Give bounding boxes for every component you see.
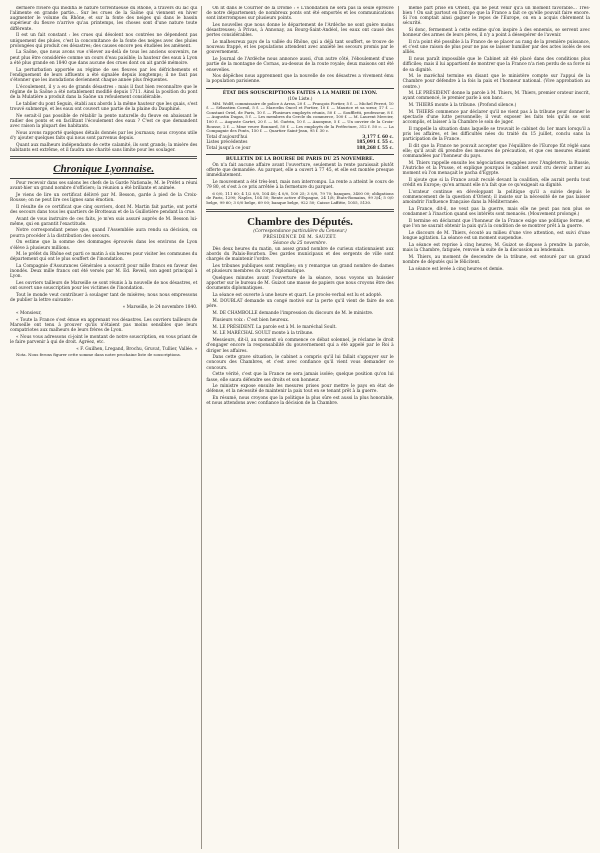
- letter-paragraph: « Nous vous adressons ci-joint le montant de notre souscription, en vous priant de le faire parvenir à qui de droit. Agréez, etc.: [10, 334, 198, 345]
- previous-lists-label: Listes précédentes: [206, 140, 248, 146]
- chronique-heading: Chronique Lyonnaise.: [53, 162, 155, 175]
- column-left: [6, 6, 201, 849]
- chambre-paragraph: M. DOUBLAT demande un congé motivé sur la perte qu'il vient de faire de son père.: [206, 299, 394, 310]
- article-paragraph: même part prise en Orient, qui ne peut venir qu'à un moment favorable... Très-bien ! On sait partout en Europe que la France a fait ce qu'elle pouvait faire encore. Si l'on comptait ainsi gagner le repos de l'Europe, on en a acquis chèrement la sécurité.: [402, 6, 590, 27]
- chronique-paragraph: Les ouvriers tailleurs de Marseille se sont réunis à la nouvelle de nos désastres, et ont ouvert une souscription pour les victimes de l'inondation.: [10, 281, 198, 292]
- grand-total-row: [206, 146, 393, 151]
- chronique-paragraph: Notre correspondant pense que, quand l'Assemblée aura rendu sa décision, on pourra procéder à la distribution des secours.: [10, 228, 198, 239]
- chambre-paragraph: Cette vérité, c'est que la France ne sera jamais isolée; quelque position qu'on lui fasse, elle saura défendre ses droits et son honneur.: [206, 372, 394, 383]
- section-divider: [206, 209, 393, 212]
- thiers-paragraph: Il termine en déclarant que l'honneur de la France exige une politique ferme, et que l'on ne saurait obtenir la paix qu'à la condition de se montrer prêt à la guerre.: [402, 219, 590, 230]
- thiers-paragraph: La séance est levée à cinq heures et demie.: [408, 266, 504, 272]
- thiers-paragraph: M. THIERS monte à la tribune. (Profond silence.): [408, 103, 517, 109]
- column-middle: [201, 6, 397, 849]
- chambre-paragraph: M. LE MARÉCHAL SOULT monte à la tribune.: [212, 331, 314, 337]
- section-rule: [206, 88, 393, 89]
- thiers-paragraph: M. THIERS commence par déclarer qu'il ne vient pas à la tribune pour donner le spectacle d'une lutte personnelle; il veut exposer les faits tels qu'ils se sont accomplis, et laisser à la Chambre le soin de juger.: [402, 109, 590, 126]
- chambre-paragraph: M. LE PRÉSIDENT. La parole est à M. le maréchal Soult.: [212, 324, 337, 330]
- heading-rule: [10, 178, 197, 179]
- total-today-value: 3,177 f. 60 c.: [362, 135, 394, 141]
- chambre-paragraph: La séance est ouverte à une heure et quart. Le procès-verbal est lu et adopté.: [212, 292, 383, 298]
- section-rule: [206, 154, 393, 155]
- chambre-paragraph: En résumé, nous croyons que la politique la plus sûre est aussi la plus honorable, et nous attendons avec confiance la décision de la Chambre.: [206, 396, 394, 407]
- subscriptions-list: MM. Wolff, commissaire de police à Arras, 20 f. — François Fortier, 5 f. — Michel Perrot, 10 f. — Sébastien Cornil, 5 f. — Marcelin Oncel et Fortier, 10 f. — Maurice et sa sœur, 17 f. — Constant Oriel, de Paris, 10 f. — Plusieurs employés réunis, 50 f. — Souffletti, professeur, 8 f. — Augustin Dugas, 5 f. — Les membres du Cercle du commerce, 100 f. — M. Laurent Mercier, 100 f. — Auguste Cartet, 20 f. — M. Guérin, 10 f. — Anonyme, 5 f. — Un ouvrier de la Croix-Rousse, 2 f. — Mme veuve Bonnard, 50 f. — Les employés de la Préfecture, 312 f. 50 c. — La Compagnie des Ponts, 150 f. — Quartier Saint-Jean, 95 f. 30 c.: [206, 100, 394, 134]
- section-divider: [10, 156, 197, 159]
- thiers-paragraph: Il ajoute que si la France avait reculé devant la coalition, elle aurait perdu tout crédit en Europe; qu'en armant elle n'a fait que ce qu'exigeait sa dignité.: [402, 178, 590, 189]
- chronique-paragraph: Tout le monde veut contribuer à soulager tant de misères; nous nous empressons de publier la lettre suivante :: [10, 293, 198, 304]
- letter-salutation: « Monsieur,: [16, 311, 42, 317]
- column-right: [398, 6, 594, 849]
- letter-dateline: « Marseille, le 24 novembre 1840.: [122, 305, 198, 311]
- chronique-paragraph: La Compagnie d'Assurances Générales a souscrit pour mille francs en faveur des inondés. Deux mille francs ont été versés par M. Ed. Reveil, son agent principal à Lyon.: [10, 264, 198, 280]
- bourse-quotes: 6 0/0, 111 60; 4 1/2 0/0, 104 40; 4 0/0, 100 25; 3 0/0, 79 70; banques, 3400 00; obligations de Paris, 1290; Naples, 104 50; Rente active d'Espagne, 24 1/8; États-Romains, 99 3/4; 5 0/0 belge, 99 60; 3 0/0 belge, 69 00; banque belge, 922 50; Caisse Laffitte, 1055, 5130.: [206, 190, 394, 205]
- article-paragraph: La Saône, que nous avons vue s'élever au-delà de tous les anciens souvenirs, ne peut plus être considérée comme un cours d'eau paisible; la hauteur des eaux à Lyon a été plus grande en 1840 que dans aucune des crues dont on ait gardé mémoire.: [10, 50, 198, 66]
- grand-total-value: 188,268 f. 55 c.: [356, 145, 394, 151]
- chambre-paragraph: Les tribunes publiques sont remplies; on y remarque un grand nombre de dames et plusieurs membres du corps diplomatique.: [206, 263, 394, 274]
- article-paragraph: M. le maréchal termine en disant que le ministère compte sur l'appui de la Chambre pour défendre à la fois la paix et l'honneur national. (Vive approbation au centre.): [402, 74, 590, 90]
- thiers-paragraph: La séance est reprise à cinq heures; M. Guizot se dispose à prendre la parole, mais la Chambre, fatiguée, renvoie la suite de la discussion au lendemain.: [402, 242, 590, 254]
- article-paragraph: On lit dans le Courrier de la Drôme : « L'inondation ne sera pas la seule épreuve de notre département; de nombreux ponts ont été emportés et les communications sont interrompues sur plusieurs points.: [206, 6, 394, 22]
- thiers-paragraph: Il dit que la France ne pouvait accepter que l'équilibre de l'Europe fût réglé sans elle; qu'il avait dû prendre des mesures de précaution, et que ces mesures étaient commandées par l'honneur du pays.: [402, 144, 590, 160]
- article-paragraph: La perturbation apportée au régime de ses fleuves par les défrichements et l'endiguement de leurs affluents a été signalée depuis longtemps; il ne faut pas s'étonner que les inondations deviennent chaque année plus fréquentes.: [10, 67, 198, 83]
- thiers-paragraph: M. Thiers, au moment de descendre de la tribune, est entouré par un grand nombre de députés qui le félicitent.: [402, 254, 590, 265]
- article-paragraph: Nous avons rapporté quelques détails donnés par les journaux; nous croyons utile d'y ajouter quelques faits qui nous sont parvenus depuis.: [10, 130, 198, 141]
- article-paragraph: dernière rivière qui modifia le nature torrentueuse du Rhône, à travers du lac qui l'alimente en grande partie... Sur les crues de la Saône qui viennent en hiver augmenter le volume du Rhône, et sur la fonte des neiges qui dans le bassin supérieur du fleuve n'arrive qu'au printemps, les choses sont d'une nature toute différente.: [10, 6, 198, 32]
- presidence-line: PRÉSIDENCE DE M. SAUZET.: [263, 234, 337, 240]
- chronique-paragraph: Il résulte de ce certificat que cinq ouvriers, dont M. Martin fait partie, ont porté des secours dans tous les quartiers de Brotteaux et de la Guillotière pendant la crue.: [10, 204, 198, 215]
- article-paragraph: Nos dépêches nous apprennent que la nouvelle de ces désastres a vivement ému la population parisienne.: [206, 74, 394, 85]
- thiers-paragraph: M. Thiers rappelle ensuite les négociations engagées avec l'Angleterre, la Russie, l'Autriche et la Prusse, et explique pourquoi le cabinet avait cru devoir armer au moment où l'on menaçait le pacha d'Égypte.: [402, 161, 590, 177]
- bourse-heading: BULLETIN DE LA BOURSE DE PARIS DU 25 NOVEMBRE.: [225, 156, 375, 162]
- total-today-label: Total d'aujourd'hui: [206, 135, 248, 141]
- thiers-paragraph: L'orateur continue en développant la politique qu'il a suivie depuis le commencement de la question d'Orient; il insiste sur la nécessité de ne pas laisser amoindrir l'influence française dans la Méditerranée.: [402, 190, 590, 206]
- chambre-paragraph: Messieurs, dit-il, au moment où commence ce débat solennel, je réclame le droit d'engager encore la responsabilité du gouvernement qui a été appelé par le Roi à diriger les affaires.: [206, 338, 394, 354]
- grand-total-label: Total jusqu'à ce jour: [206, 145, 251, 151]
- chronique-paragraph: Pour recevoir dans ses salons les chefs de la Garde Nationale, M. le Préfet a réuni avant-hier un grand nombre d'officiers; la réunion a été brillante et animée.: [10, 180, 198, 191]
- article-paragraph: Si donc, fermement à cette estime qu'on inspire à des ennemis, se servent avec honneur des armes de leurs pères, il n'y a point à désespérer de l'avenir.: [402, 28, 590, 39]
- chambre-paragraph: Plusieurs voix : C'est bien heureux.: [212, 317, 290, 323]
- thiers-paragraph: La France, dit-il, ne veut pas la guerre, mais elle ne peut pas non plus se condamner à l'inaction quand ses intérêts sont menacés. (Mouvement prolongé.): [402, 207, 590, 218]
- chronique-paragraph: Avant de vous instruire de ces faits, je m'en suis assuré auprès de M. Besson lui-même, qui en garantit l'exactitude.: [10, 216, 198, 227]
- letter-signatures: « F. Guilhen, Lregand, Brochu, Gruvat, Tullier, Vallée. »: [76, 346, 198, 352]
- article-paragraph: Le malheureux pays de la vallée du Rhône, qui a déjà tant souffert, se trouve de nouveau frappé, et les populations attendent avec anxiété les secours promis par le gouvernement.: [206, 40, 394, 56]
- chronique-paragraph: M. le préfet du Rhône est parti ce matin à six heures pour visiter les communes du département qui ont le plus souffert de l'inondation.: [10, 252, 198, 263]
- chambre-paragraph: Quelques minutes avant l'ouverture de la séance, nous voyons un huissier apporter sur le bureau de M. Guizot une masse de papiers que nous croyons être des documents diplomatiques.: [206, 275, 394, 291]
- previous-lists-value: 185,091 f. 55 c.: [356, 140, 394, 146]
- subscriptions-heading: ÉTAT DES SOUSCRIPTIONS FAITES A LA MAIRIE DE LYON.: [222, 90, 378, 96]
- article-paragraph: Il est un fait constant : les crues qui désolent nos contrées ne dépendent pas uniquement des pluies, c'est la concomitance de la fonte des neiges avec des pluies prolongées qui produit ces désastres; des causes encore peu étudiées les amènent.: [10, 33, 198, 49]
- chambre-correspondence: (Correspondance particulière du Censeur.): [253, 228, 347, 234]
- page-columns: [6, 6, 594, 849]
- article-paragraph: Quant aux malheurs indépendants de cette calamité, ils sont grands; la misère des habitants est extrême, et il faudra une charité sans limite pour les soulager.: [10, 142, 198, 153]
- article-paragraph: Ne serait-il pas possible de rétablir la pente naturelle du fleuve en abaissant le radier des ponts et en facilitant l'écoulement des eaux ? C'est ce que demandent avec raison la plupart des habitants.: [10, 113, 198, 129]
- thiers-paragraph: Le discours de M. Thiers, écouté au milieu d'une vive attention, est suivi d'une longue agitation. La séance est un moment suspendue.: [402, 231, 590, 242]
- chambre-paragraph: Le ministre expose ensuite les mesures prises pour mettre le pays en état de défense, et la nécessité de maintenir la paix tout en se tenant prêt à la guerre.: [206, 384, 394, 395]
- article-paragraph: Le tablier du pont Seguin, établi aux abords à la même hauteur que les quais, s'est trouvé submergé, et les eaux ont couvert une partie de la plaine du Dauphiné.: [10, 101, 198, 112]
- letter-paragraph: « Toute la France s'est émue en apprenant vos désastres. Les ouvriers tailleurs de Marseille ont tenu à prouver qu'ils n'étaient pas moins sensibles que leurs compatriotes aux malheurs de leurs frères de Lyon.: [10, 317, 198, 334]
- chambre-paragraph: Dans cette grave situation, le cabinet a compris qu'il lui fallait s'appuyer sur le concours des Chambres, et c'est avec confiance qu'il vient vous demander ce concours.: [206, 355, 394, 371]
- chambre-paragraph: Dès deux heures du matin, un assez grand nombre de curieux stationnaient aux abords du Palais-Bourbon. Des gardes municipaux et des sergents de ville sont chargés de maintenir l'ordre.: [206, 246, 394, 262]
- bourse-paragraph: On n'a fait aucune affaire avant l'ouverture, seulement la rente paraissait plutôt offerte que demandée. Au parquet, elle a ouvert à 77 45, et elle est montée presque immédiatement.: [206, 162, 394, 179]
- chronique-paragraph: On estime que la somme des dommages éprouvés dans les environs de Lyon s'élève à plusieurs millions.: [10, 240, 198, 251]
- chambre-paragraph: M. DE CHAMBOLLE demande l'impression du discours de M. le ministre.: [212, 311, 374, 317]
- article-paragraph: Les nouvelles que nous donne le département de l'Ardèche ne sont guère moins désastreuses; à Privas, à Annonay, au Bourg-Saint-Andéol, les eaux ont causé des pertes considérables.: [206, 23, 394, 39]
- chronique-paragraph: Je viens de lire un certificat délivré par M. Besson, garde à pied de la Croix-Rousse; on ne peut lire ces lignes sans émotion.: [10, 192, 198, 203]
- president-paragraph: M. LE PRÉSIDENT donne la parole à M. Thiers, M. Thiers, premier orateur inscrit, ayant commencé, le premier parle à son banc.: [402, 91, 590, 102]
- article-paragraph: Il n'a point été possible à la France de se placer au rang de la première puissance, et c'est une raison de plus pour ne pas se laisser humilier par des actes isolés de ses alliés.: [402, 40, 590, 56]
- article-paragraph: L'écoulement, il y a eu de grands désastres : mais il faut bien reconnaître que le régime de la Saône a été notablement modifié depuis 1711. Ainsi la position du pont de la Mulatière a produit dans la Saône un refoulement considérable.: [10, 84, 198, 100]
- subscriptions-subheading: (10e Liste.): [287, 96, 313, 102]
- chambre-heading: Chambre des Députés.: [247, 215, 353, 228]
- bourse-paragraph: Le mouvement a été très-lent, mais non interrompu. La rente a atteint le cours de 79 80, et s'est à ce prix arrêtée à la fermeture du parquet.: [206, 179, 394, 190]
- article-paragraph: Le Journal de l'Ardèche nous annonce aussi, d'un autre côté, l'éboulement d'une partie de la montagne de Cornas, au-dessus de la route royale; deux maisons ont été ensevelies.: [206, 57, 394, 73]
- article-paragraph: Il nous paraît impossible que le Cabinet ait été placé dans des conditions plus difficiles; mais il lui appartient de montrer que la France n'a rien perdu de sa force ni de sa dignité.: [402, 57, 590, 73]
- editor-note: Nota. Nous ferons figurer cette somme dans notre prochaine liste de souscriptions.: [16, 351, 181, 357]
- thiers-paragraph: Il rappelle la situation dans laquelle se trouvait le cabinet du 1er mars lorsqu'il a pris les affaires, et les difficultés nées du traité du 15 juillet, conclu sans la participation de la France.: [402, 127, 590, 143]
- seance-date: Séance du 25 novembre.: [273, 240, 327, 246]
